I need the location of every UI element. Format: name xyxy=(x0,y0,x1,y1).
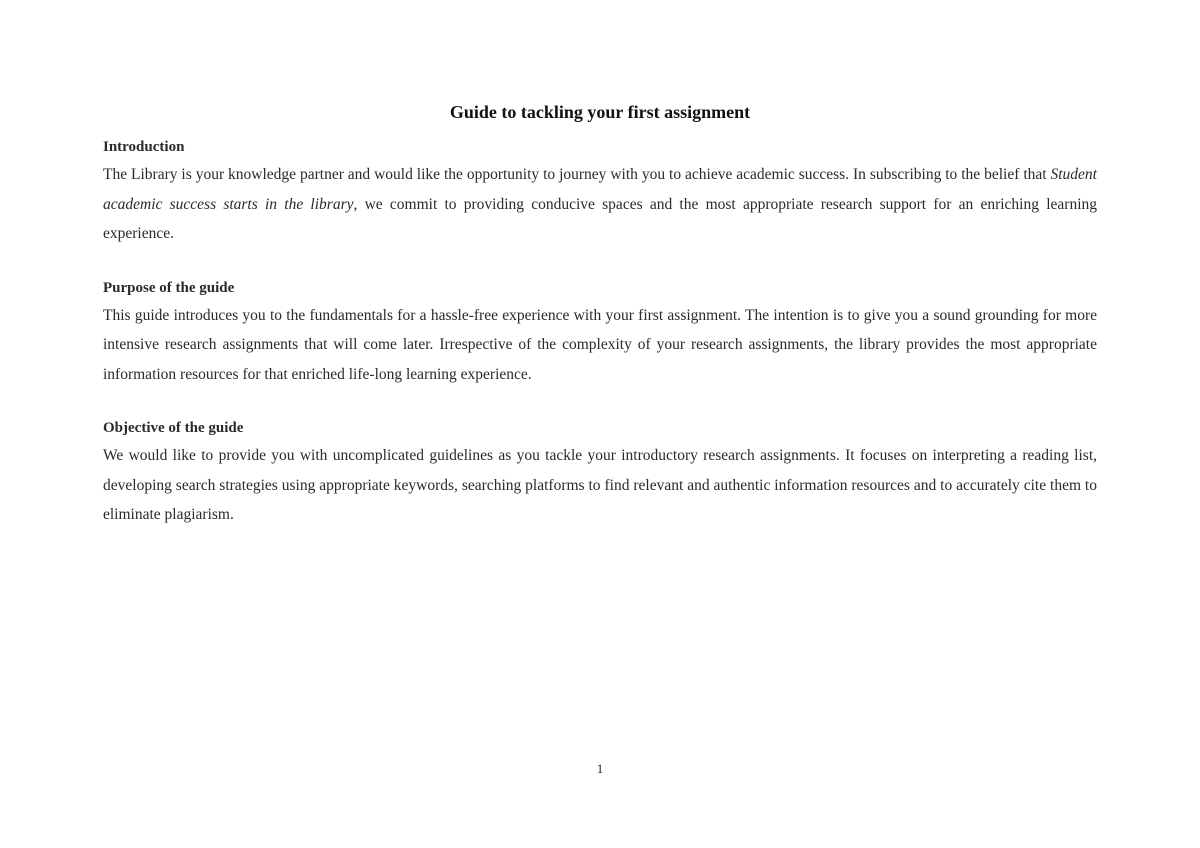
section-objective xyxy=(103,417,1097,530)
italic-quote: Student academic success starts in the library xyxy=(103,166,1097,213)
section-purpose xyxy=(103,277,1097,390)
section-heading: Purpose of the guide xyxy=(103,279,235,296)
body-text: The Library is your knowledge partner and would like the opportunity to journey with you to achieve academic success. In subscribing to the belief that xyxy=(103,166,1051,183)
page-number: 1 xyxy=(596,761,604,776)
section-heading: Objective of the guide xyxy=(103,420,244,436)
section-introduction xyxy=(103,136,1097,249)
section-body xyxy=(103,160,1097,249)
section-body: We would like to provide you with uncomplicated guidelines as you tackle your introductory research assignments. It focuses on interpreting a reading list, developing search strategies using appropriate keywords, searching platforms to find relevant and authentic information resources and to accurately cite them to eliminate plagiarism. xyxy=(103,447,1097,523)
body-text: , we commit to providing conducive spaces and the most appropriate research support for an enriching learning experience. xyxy=(103,195,1097,242)
document-title: Guide to tackling your first assignment xyxy=(449,102,751,122)
section-body: This guide introduces you to the fundamentals for a hassle-free experience with your first assignment. The intention is to give you a sound grounding for more intensive research assignments that will come later. Irrespective of the complexity of your research assignments, the library provides the most appropriate information resources for that enriched life-long learning experience. xyxy=(103,306,1097,383)
section-heading: Introduction xyxy=(103,139,185,155)
document-content xyxy=(103,136,1097,530)
